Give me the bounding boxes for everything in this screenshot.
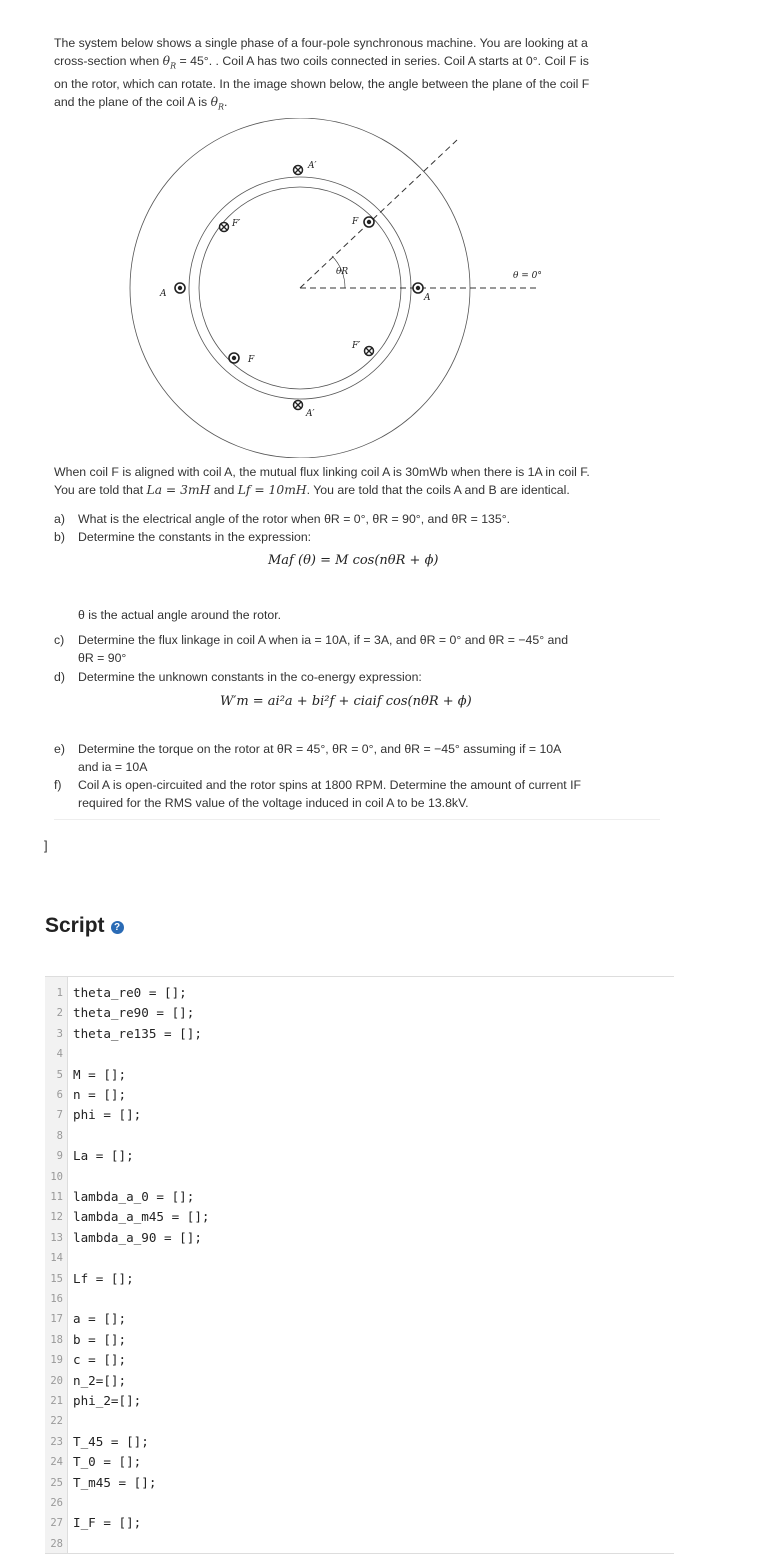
- line-number: 24: [50, 1456, 63, 1469]
- code-line[interactable]: [45, 1473, 674, 1493]
- label-f-prime-lower-right: F′: [352, 341, 361, 351]
- equation-co-energy: W′m = ai²a + bi²f + ciaif cos(nθR + ϕ): [220, 694, 472, 709]
- question-d: [54, 668, 664, 686]
- question-d-text: Determine the unknown constants in the co-energy expression:: [78, 670, 422, 684]
- coil-f-upper-right: [364, 217, 374, 227]
- coil-a-prime-bottom: [294, 401, 303, 410]
- label-a-right: A: [424, 293, 431, 303]
- code-line[interactable]: [45, 1228, 674, 1248]
- coil-a-right: [413, 283, 423, 293]
- intro-line-3: on the rotor, which can rotate. In the image shown below, the angle between the plane of the coil F: [54, 77, 590, 92]
- code-line[interactable]: [45, 1411, 674, 1431]
- theta-note: θ is the actual angle around the rotor.: [78, 608, 282, 622]
- code-text[interactable]: lambda_a_90 = [];: [73, 1229, 202, 1245]
- question-f-label: f): [54, 778, 62, 792]
- code-text[interactable]: T_45 = [];: [73, 1433, 149, 1449]
- code-line[interactable]: [45, 1248, 674, 1268]
- question-f-text-2: required for the RMS value of the voltage induced in coil A to be 13.8kV.: [78, 796, 469, 810]
- code-text[interactable]: La = [];: [73, 1148, 134, 1164]
- code-text[interactable]: n = [];: [73, 1087, 127, 1102]
- rotor-axis: [300, 140, 457, 288]
- line-number: 22: [50, 1415, 63, 1428]
- code-text[interactable]: phi = [];: [73, 1107, 142, 1123]
- code-text[interactable]: I_F = [];: [73, 1515, 142, 1531]
- problem-intro: [54, 34, 666, 117]
- line-number: 28: [50, 1537, 63, 1550]
- code-line[interactable]: [45, 1534, 674, 1554]
- code-line[interactable]: [45, 1105, 674, 1125]
- code-line[interactable]: [45, 1330, 674, 1350]
- code-text[interactable]: M = [];: [73, 1066, 127, 1082]
- machine-cross-section-diagram: [120, 118, 560, 458]
- code-line[interactable]: [45, 1493, 674, 1513]
- label-a-prime-bottom: A′: [306, 409, 315, 419]
- question-a-label: a): [54, 512, 65, 526]
- line-number: 19: [50, 1354, 63, 1367]
- question-f-text-1: Coil A is open-circuited and the rotor spins at 1800 RPM. Determine the amount of current IF: [78, 778, 582, 792]
- code-line[interactable]: [45, 1513, 674, 1533]
- line-number: 3: [56, 1027, 63, 1040]
- code-line[interactable]: [45, 1207, 674, 1227]
- help-icon[interactable]: ?: [111, 921, 124, 934]
- coil-f-prime-lower-right: [365, 347, 374, 356]
- question-e: [54, 740, 664, 776]
- code-line[interactable]: [45, 1167, 674, 1187]
- question-c-text-2: θR = 90°: [78, 651, 127, 665]
- line-number: 26: [50, 1497, 63, 1509]
- code-line[interactable]: [45, 1289, 674, 1309]
- line-number: 9: [56, 1150, 63, 1163]
- question-e-label: e): [54, 742, 65, 756]
- code-text[interactable]: Lf = [];: [73, 1270, 134, 1286]
- line-number: 7: [56, 1109, 63, 1122]
- code-line[interactable]: [45, 1432, 674, 1452]
- code-line[interactable]: [45, 1146, 674, 1166]
- code-text[interactable]: T_0 = [];: [73, 1454, 142, 1470]
- code-line[interactable]: [45, 1003, 674, 1023]
- label-f-upper-right: F: [352, 217, 359, 227]
- line-number: 21: [50, 1395, 63, 1407]
- code-text[interactable]: theta_re0 = [];: [73, 985, 187, 1000]
- code-line[interactable]: [45, 1085, 674, 1105]
- script-title: Script: [45, 914, 105, 937]
- code-line[interactable]: [45, 1269, 674, 1289]
- line-number: 14: [50, 1252, 63, 1265]
- line-number: 18: [50, 1333, 63, 1346]
- code-text[interactable]: lambda_a_m45 = [];: [73, 1209, 210, 1225]
- code-line[interactable]: [45, 1126, 674, 1146]
- code-editor[interactable]: [45, 976, 674, 1554]
- label-theta-r: θR: [336, 267, 349, 277]
- code-line[interactable]: [45, 1187, 674, 1207]
- question-b-text: Determine the constants in the expression:: [78, 530, 312, 544]
- line-number: 5: [56, 1068, 63, 1081]
- line-number: 23: [50, 1435, 63, 1448]
- label-a-left: A: [160, 289, 167, 299]
- divider: [54, 819, 660, 820]
- intro-line-1: The system below shows a single phase of a four-pole synchronous machine. You are looking at a: [54, 36, 588, 50]
- line-number: 17: [50, 1313, 63, 1326]
- question-c-text-1: Determine the flux linkage in coil A when ia = 10A, if = 3A, and θR = 0° and θR = −45° and: [78, 633, 569, 647]
- equation-mutual-inductance: Maf (θ) = M cos(nθR + ϕ): [268, 553, 439, 568]
- line-number: 25: [50, 1476, 63, 1489]
- label-f-prime-upper-left: F′: [232, 219, 241, 229]
- coil-a-prime-top: [294, 166, 303, 175]
- line-number: 2: [56, 1007, 63, 1020]
- label-theta-zero: θ = 0°: [513, 271, 542, 281]
- code-text[interactable]: phi_2=[];: [73, 1393, 142, 1408]
- code-text[interactable]: n_2=[];: [73, 1372, 127, 1388]
- line-number: 16: [50, 1293, 63, 1305]
- code-line[interactable]: [45, 1350, 674, 1370]
- question-d-label: d): [54, 670, 65, 684]
- code-line[interactable]: [45, 1309, 674, 1329]
- question-b-label: b): [54, 530, 65, 544]
- question-a-text: What is the electrical angle of the rotor when θR = 0°, θR = 90°, and θR = 135°.: [78, 512, 511, 526]
- label-a-prime-top: A′: [308, 161, 317, 171]
- question-e-text-1: Determine the torque on the rotor at θR = 45°, θR = 0°, and θR = −45° assuming if = 10A: [78, 742, 562, 756]
- question-b: [54, 528, 664, 546]
- given-line-2: You are told that La = 3mH and Lf = 10mH. You are told that the coils A and B are identical.: [54, 483, 570, 497]
- coil-f-lower-left: [229, 353, 239, 363]
- question-a: [54, 510, 664, 528]
- line-number: 6: [56, 1089, 63, 1101]
- code-line[interactable]: [45, 983, 674, 1003]
- code-line[interactable]: [45, 1065, 674, 1085]
- line-number: 8: [56, 1129, 63, 1142]
- line-number: 4: [56, 1048, 63, 1061]
- question-c: [54, 631, 664, 667]
- script-heading: [45, 914, 124, 938]
- line-number: 20: [50, 1374, 63, 1387]
- line-number: 15: [50, 1272, 63, 1285]
- line-number: 1: [56, 987, 63, 999]
- coil-f-prime-upper-left: [220, 223, 229, 232]
- code-line[interactable]: [45, 1452, 674, 1472]
- line-number: 27: [50, 1517, 63, 1530]
- code-line[interactable]: [45, 1371, 674, 1391]
- code-line[interactable]: [45, 1391, 674, 1411]
- code-line[interactable]: [45, 1044, 674, 1064]
- code-text[interactable]: lambda_a_0 = [];: [73, 1189, 195, 1204]
- code-text[interactable]: a = [];: [73, 1311, 127, 1327]
- coil-a-left: [175, 283, 185, 293]
- code-line[interactable]: [45, 1024, 674, 1044]
- intro-line-2: cross-section when $\theta_R = 45^\circ$. . Coil A has two coils connected in series. Coil A starts at 0°. Coil F is: [54, 54, 589, 71]
- code-text[interactable]: theta_re135 = [];: [73, 1025, 202, 1041]
- given-info: [54, 463, 674, 499]
- line-number: 10: [50, 1170, 63, 1183]
- label-f-lower-left: F: [248, 355, 255, 365]
- stray-bracket: ]: [44, 838, 48, 853]
- line-number: 13: [50, 1231, 63, 1244]
- code-text[interactable]: c = [];: [73, 1352, 127, 1368]
- intro-line-4: and the plane of the coil A is $\theta_R$.: [54, 95, 228, 112]
- question-f: [54, 776, 664, 812]
- question-e-text-2: and ia = 10A: [78, 760, 148, 774]
- line-number: 11: [50, 1191, 63, 1203]
- code-text[interactable]: b = [];: [73, 1331, 127, 1347]
- code-text[interactable]: theta_re90 = [];: [73, 1005, 195, 1021]
- code-text[interactable]: T_m45 = [];: [73, 1474, 157, 1490]
- line-number: 12: [50, 1211, 63, 1224]
- given-line-1: When coil F is aligned with coil A, the mutual flux linking coil A is 30mWb when there is 1A in coil F.: [54, 465, 590, 479]
- question-c-label: c): [54, 633, 65, 647]
